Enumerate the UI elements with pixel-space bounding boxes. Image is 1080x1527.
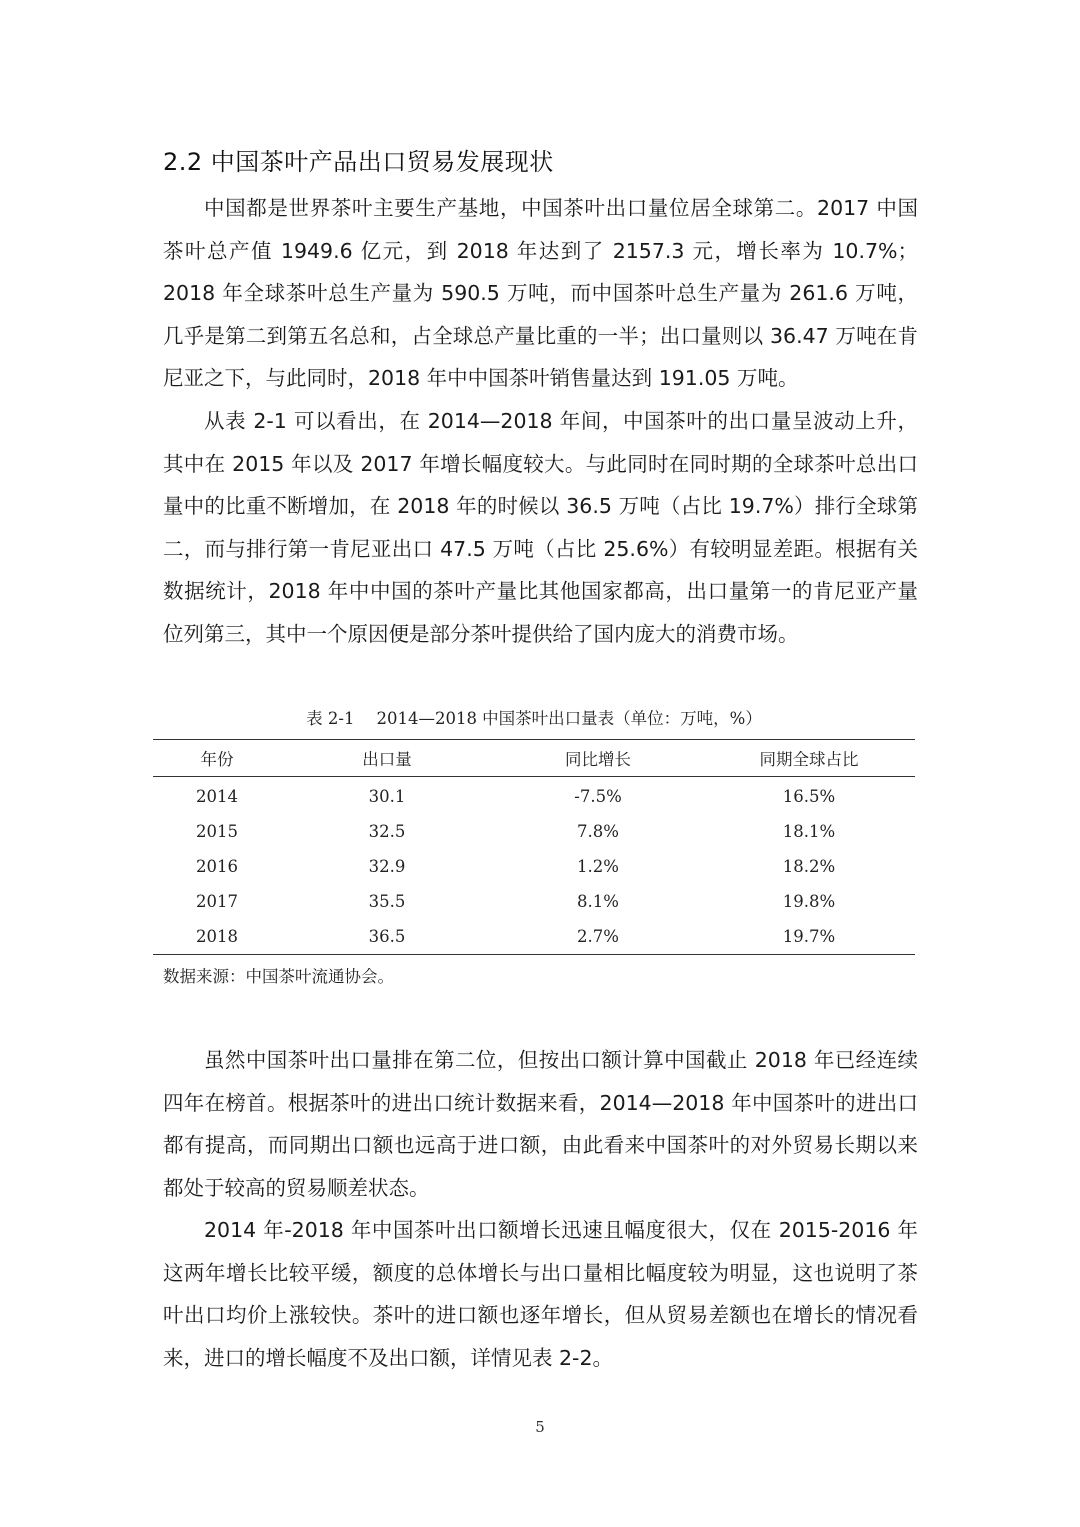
table-cell-yoy-growth: 2.7%	[577, 927, 619, 946]
table-cell-export-volume: 35.5	[368, 892, 406, 911]
table-row	[153, 814, 915, 849]
table-cell-global-share: 18.2%	[782, 857, 836, 876]
body-paragraph: 2014 年-2018 年中国茶叶出口额增长迅速且幅度很大，仅在 2015-2016 年这两年增长比较平缓，额度的总体增长与出口量相比幅度较为明显，这也说明了茶叶出口均价上涨较快。茶叶的进口额也逐年增长，但从贸易差额也在增长的情况看来，进口的增长幅度不及出口额，详情见表 2-2。	[163, 1218, 918, 1370]
page-number: 5	[535, 1418, 545, 1436]
table-cell-global-share: 19.8%	[782, 892, 836, 911]
table-cell-global-share: 18.1%	[782, 822, 836, 841]
table-row	[153, 849, 915, 884]
column-header-year: 年份	[200, 750, 234, 769]
column-header-export-volume: 出口量	[362, 750, 412, 769]
body-paragraph: 虽然中国茶叶出口量排在第二位，但按出口额计算中国截止 2018 年已经连续四年在榜首。根据茶叶的进出口统计数据来看，2014—2018 年中国茶叶的进出口都有提高，而同期出口额也远高于进口额，由此看来中国茶叶的对外贸易长期以来都处于较高的贸易顺差状态。	[163, 1048, 918, 1200]
body-paragraph: 中国都是世界茶叶主要生产基地，中国茶叶出口量位居全球第二。2017 中国茶叶总产值 1949.6 亿元，到 2018 年达到了 2157.3 元，增长率为 10.7%；2018 年全球茶叶总生产量为 590.5 万吨，而中国茶叶总生产量为 261.6 万吨，几乎是第二到第五名总和，占全球总产量比重的一半；出口量则以 36.47 万吨在肯尼亚之下，与此同时，2018 年中中国茶叶销售量达到 191.05 万吨。	[163, 196, 918, 390]
table-cell-year: 2015	[196, 822, 238, 841]
table-cell-global-share: 19.7%	[782, 927, 836, 946]
table-source-note: 数据来源：中国茶叶流通协会。	[163, 967, 394, 986]
export-volume-table	[153, 739, 915, 955]
table-caption-text: 2014—2018 中国茶叶出口量表（单位：万吨，%）	[376, 709, 762, 728]
table-cell-global-share: 16.5%	[782, 787, 836, 806]
table-cell-yoy-growth: 7.8%	[577, 822, 619, 841]
table-cell-export-volume: 32.5	[368, 822, 406, 841]
section-title: 2.2 中国茶叶产品出口贸易发展现状	[163, 148, 554, 176]
table-cell-yoy-growth: 1.2%	[577, 857, 619, 876]
body-paragraph: 从表 2-1 可以看出，在 2014—2018 年间，中国茶叶的出口量呈波动上升，其中在 2015 年以及 2017 年增长幅度较大。与此同时在同时期的全球茶叶总出口量中的比重不断增加，在 2018 年的时候以 36.5 万吨（占比 19.7%）排行全球第二，而与排行第一肯尼亚出口 47.5 万吨（占比 25.6%）有较明显差距。根据有关数据统计，2018 年中中国的茶叶产量比其他国家都高，出口量第一的肯尼亚产量位列第三，其中一个原因便是部分茶叶提供给了国内庞大的消费市场。	[163, 409, 918, 646]
table-cell-year: 2014	[196, 787, 238, 806]
table-cell-export-volume: 32.9	[368, 857, 406, 876]
table-cell-year: 2016	[196, 857, 238, 876]
column-header-yoy-growth: 同比增长	[565, 750, 631, 769]
table-cell-export-volume: 36.5	[368, 927, 406, 946]
table-header-row	[153, 740, 915, 777]
table-row	[153, 884, 915, 919]
table-cell-export-volume: 30.1	[368, 787, 406, 806]
table-caption-label: 表 2-1	[306, 709, 355, 728]
table-row	[153, 777, 915, 815]
column-header-global-share: 同期全球占比	[759, 750, 859, 769]
table-cell-year: 2018	[196, 927, 238, 946]
table-cell-yoy-growth: -7.5%	[574, 787, 622, 806]
table-cell-year: 2017	[196, 892, 238, 911]
table-row	[153, 919, 915, 955]
table-caption	[153, 705, 915, 729]
table-cell-yoy-growth: 8.1%	[577, 892, 619, 911]
